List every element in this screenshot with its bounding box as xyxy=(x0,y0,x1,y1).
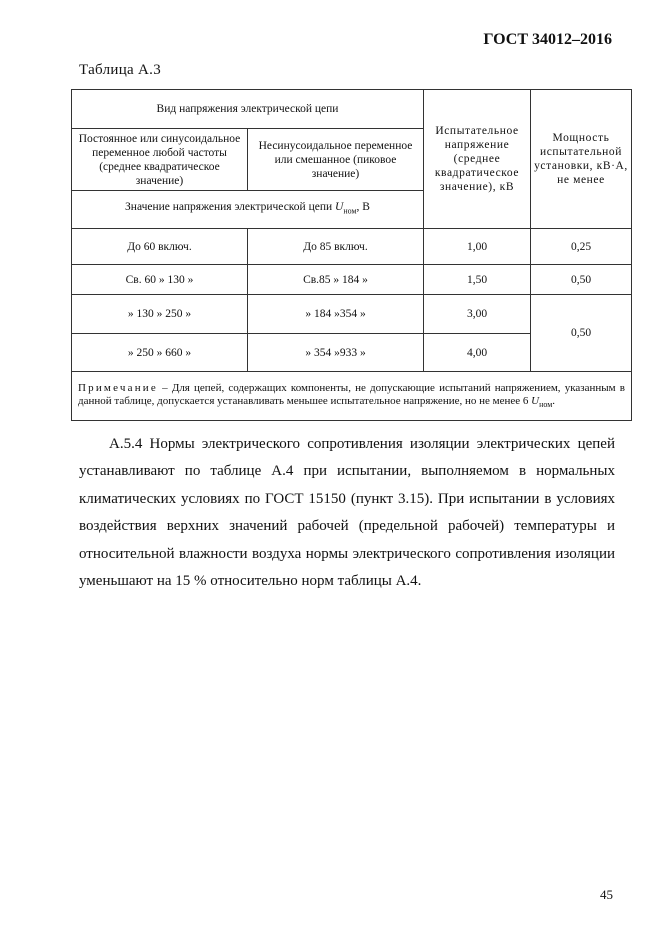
cell-test-voltage: 1,50 xyxy=(424,265,531,295)
table-row xyxy=(72,229,632,265)
header-nonsine: Несинусоидальное переменное или смешанное (пиковое значение) xyxy=(248,129,424,191)
table-note: Примечание – Для цепей, содержащих компоненты, не допускающие испытаний напряжением, указанным в данной таблице, допускается устанавливать меньшее испытательное напряжение, но не менее 6 $U_{ном}$. xyxy=(72,372,632,421)
note-text: – Для цепей, содержащих компоненты, не допускающие испытаний напряжением, указанным в данной таблице, допускается устанавливать меньшее испытательное напряжение, но не менее 6 xyxy=(78,381,625,407)
table-row xyxy=(72,265,632,295)
header-voltage-type: Вид напряжения электрической цепи xyxy=(72,90,424,129)
body-text xyxy=(79,431,615,595)
voltage-test-table xyxy=(71,89,632,421)
note-subscript: ном xyxy=(539,400,553,410)
cell-dc: Св. 60 » 130 » xyxy=(72,265,248,295)
header-power: Мощность испытательной установки, кВ·А, не менее xyxy=(531,90,632,229)
nominal-subscript: ном xyxy=(343,206,357,216)
page-number: 45 xyxy=(600,887,613,902)
cell-dc: До 60 включ. xyxy=(72,229,248,265)
table-caption: Таблица А.3 xyxy=(79,62,162,78)
note-symbol: U xyxy=(531,394,540,407)
paragraph-a-5-4: А.5.4 Нормы электрического сопротивления изоляции электрических цепей устанавливают по таблице А.4 при испытании, выполняемом в нормальных климатических условиях по ГОСТ 15150 (пункт 3.15). При испытании в условиях воздействия верхних значений рабочей (предельной рабочей) температуры и относительной влажности воздуха нормы электрического сопротивления изоляции уменьшают на 15 % относительно норм таблицы А.4. xyxy=(79,436,615,590)
cell-nonsine: » 354 »933 » xyxy=(248,334,424,372)
document-code: ГОСТ 34012–2016 xyxy=(483,31,612,48)
cell-test-voltage: 3,00 xyxy=(424,295,531,334)
cell-power: 0,50 xyxy=(531,265,632,295)
cell-nonsine: Св.85 » 184 » xyxy=(248,265,424,295)
nominal-symbol: U xyxy=(335,201,344,214)
cell-power: 0,25 xyxy=(531,229,632,265)
note-heading: Примечание xyxy=(78,381,158,394)
header-nominal-voltage: Значение напряжения электрической цепи $U_{ном}$, В xyxy=(72,191,424,229)
cell-dc: » 130 » 250 » xyxy=(72,295,248,334)
header-test-voltage: Испытательное напряжение (среднее квадратическое значение), кВ xyxy=(424,90,531,229)
cell-nonsine: » 184 »354 » xyxy=(248,295,424,334)
cell-nonsine: До 85 включ. xyxy=(248,229,424,265)
cell-power-merged: 0,50 xyxy=(531,295,632,372)
table-row xyxy=(72,295,632,334)
header-dc-ac: Постоянное или синусоидальное переменное любой частоты (среднее квадратическое значение) xyxy=(72,129,248,191)
cell-test-voltage: 1,00 xyxy=(424,229,531,265)
cell-dc: » 250 » 660 » xyxy=(72,334,248,372)
cell-test-voltage: 4,00 xyxy=(424,334,531,372)
